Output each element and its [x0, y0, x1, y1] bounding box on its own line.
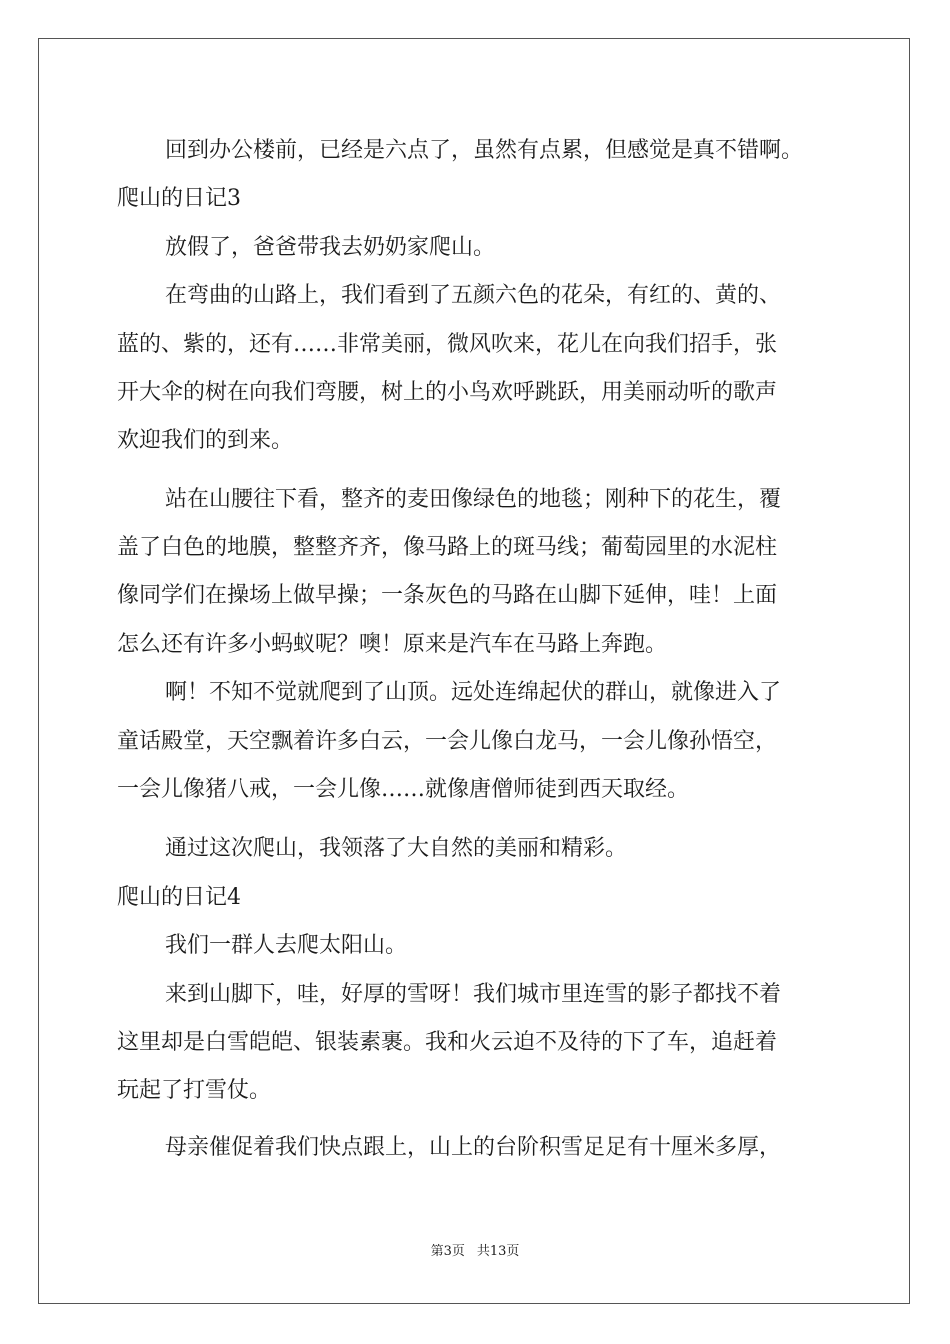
paragraph-line: 欢迎我们的到来。: [117, 428, 294, 453]
paragraph-line: 啊！不知不觉就爬到了山顶。远处连绵起伏的群山，就像进入了: [165, 680, 782, 705]
page-total: 共13页: [476, 1244, 520, 1259]
paragraph-line: 童话殿堂，天空飘着许多白云，一会儿像白龙马，一会儿像孙悟空，: [117, 729, 778, 754]
paragraph-line: 一会儿像猪八戒，一会儿像……就像唐僧师徒到西天取经。: [117, 777, 690, 802]
paragraph-line: 蓝的、紫的，还有……非常美丽，微风吹来，花儿在向我们招手，张: [117, 332, 778, 357]
paragraph-line: 通过这次爬山，我领落了大自然的美丽和精彩。: [165, 836, 628, 861]
paragraph-line: 来到山脚下，哇，好厚的雪呀！我们城市里连雪的影子都找不着: [165, 982, 782, 1007]
paragraph-line: 放假了，爸爸带我去奶奶家爬山。: [165, 235, 496, 260]
paragraph-line: 这里却是白雪皑皑、银装素裹。我和火云迫不及待的下了车，追赶着: [117, 1030, 778, 1055]
paragraph-line: 我们一群人去爬太阳山。: [165, 933, 408, 958]
paragraph-line: 回到办公楼前，已经是六点了，虽然有点累，但感觉是真不错啊。: [165, 138, 804, 163]
paragraph-line: 站在山腰往下看，整齐的麦田像绿色的地毯；刚种下的花生，覆: [165, 487, 782, 512]
page-footer: [0, 1243, 950, 1261]
page-number: 第3页: [430, 1244, 465, 1259]
section-heading: 爬山的日记4: [117, 885, 241, 910]
paragraph-line: 开大伞的树在向我们弯腰，树上的小鸟欢呼跳跃，用美丽动听的歌声: [117, 380, 778, 405]
page-border: [38, 38, 910, 1304]
paragraph-line: 盖了白色的地膜，整整齐齐，像马路上的斑马线；葡萄园里的水泥柱: [117, 535, 778, 560]
section-heading: 爬山的日记3: [117, 186, 241, 211]
paragraph-line: 母亲催促着我们快点跟上，山上的台阶积雪足足有十厘米多厚，: [165, 1135, 782, 1160]
paragraph-line: 在弯曲的山路上，我们看到了五颜六色的花朵，有红的、黄的、: [165, 283, 782, 308]
paragraph-line: 怎么还有许多小蚂蚁呢？噢！原来是汽车在马路上奔跑。: [117, 632, 668, 657]
paragraph-line: 玩起了打雪仗。: [117, 1078, 272, 1103]
paragraph-line: 像同学们在操场上做早操；一条灰色的马路在山脚下延伸，哇！上面: [117, 583, 778, 608]
